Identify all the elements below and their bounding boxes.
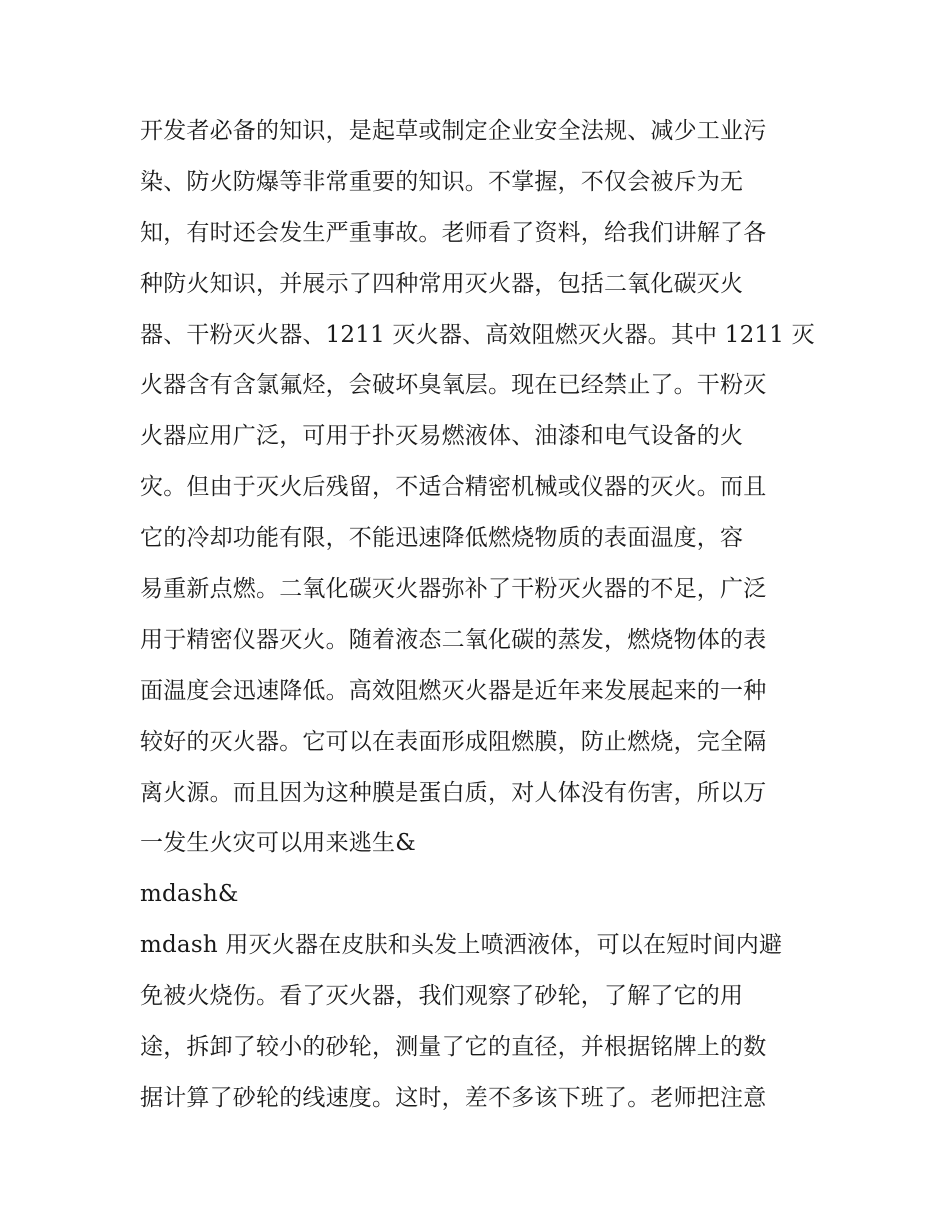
text-line: 离火源。而且因为这种膜是蛋白质，对人体没有伤害，所以万 (140, 779, 767, 806)
text-line: 它的冷却功能有限，不能迅速降低燃烧物质的表面温度，容 (140, 525, 744, 552)
text-line: 知，有时还会发生严重事故。老师看了资料，给我们讲解了各 (140, 219, 767, 246)
text-line: 火器含有含氯氟烃，会破坏臭氧层。现在已经禁止了。干粉灭 (140, 372, 767, 399)
text-line: 一发生火灾可以用来逃生& (140, 830, 416, 857)
text-line: mdash& (140, 881, 239, 908)
text-line: 据计算了砂轮的线速度。这时，差不多该下班了。老师把注意 (140, 1084, 767, 1111)
text-line: 面温度会迅速降低。高效阻燃灭火器是近年来发展起来的一种 (140, 677, 767, 704)
text-line: 器、干粉灭火器、1211 灭火器、高效阻燃灭火器。其中 1211 灭 (140, 321, 815, 348)
text-line: 灾。但由于灭火后残留，不适合精密机械或仪器的灭火。而且 (140, 474, 767, 501)
text-line: 易重新点燃。二氧化碳灭火器弥补了干粉灭火器的不足，广泛 (140, 576, 767, 603)
text-line: 免被火烧伤。看了灭火器，我们观察了砂轮，了解了它的用 (140, 983, 744, 1010)
text-line: mdash 用灭火器在皮肤和头发上喷洒液体，可以在短时间内避 (140, 932, 783, 959)
text-line: 染、防火防爆等非常重要的知识。不掌握，不仅会被斥为无 (140, 168, 744, 195)
text-line: 种防火知识，并展示了四种常用灭火器，包括二氧化碳灭火 (140, 270, 744, 297)
text-line: 较好的灭火器。它可以在表面形成阻燃膜，防止燃烧，完全隔 (140, 728, 767, 755)
body-text (140, 106, 820, 1124)
text-line: 开发者必备的知识，是起草或制定企业安全法规、减少工业污 (140, 118, 767, 144)
text-line: 火器应用广泛，可用于扑灭易燃液体、油漆和电气设备的火 (140, 423, 744, 450)
text-line: 用于精密仪器灭火。随着液态二氧化碳的蒸发，燃烧物体的表 (140, 626, 767, 653)
text-line: 途，拆卸了较小的砂轮，测量了它的直径，并根据铭牌上的数 (140, 1034, 767, 1061)
